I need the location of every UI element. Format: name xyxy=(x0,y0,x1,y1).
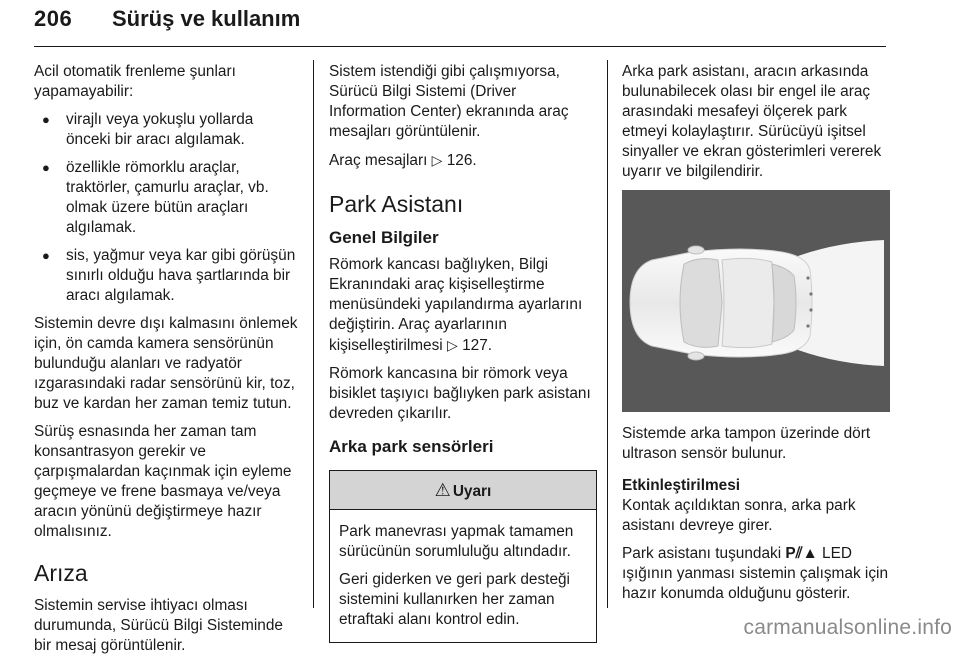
paragraph-text: Park asistanı tuşundaki xyxy=(622,545,786,562)
paragraph-with-reference xyxy=(329,150,597,171)
paragraph-text: Araç mesajları xyxy=(329,152,432,169)
warning-text: Geri giderken ve geri park desteği sistemini kullanırken her zaman etraftaki alanı kontrol edin. xyxy=(339,571,570,628)
sensor-dot xyxy=(806,276,809,279)
paragraph: Sistemde arka tampon üzerinde dört ultrason sensör bulunur. xyxy=(622,425,871,462)
paragraph-with-reference xyxy=(329,255,597,356)
paragraph: Kontak açıldıktan sonra, arka park asistanı devreye girer. xyxy=(622,497,856,534)
paragraph: Arka park asistanı, aracın arkasında bulunabilecek olası bir engel ile araç arasındaki mesafeyi ölçerek park etmeyi kolaylaştırır. Sürücüyü işitsel sinyaller ve ekran gösterimleri vererek uyarır ve bilgilendirir. xyxy=(622,63,882,180)
section-heading-fault: Arıza xyxy=(34,560,88,586)
sensor-dot xyxy=(809,308,812,311)
warning-text: Park manevrası yapmak tamamen sürücünün sorumluluğu altındadır. xyxy=(339,523,574,560)
rear-sensor-figure xyxy=(622,190,890,412)
bullet-list xyxy=(34,110,302,306)
column-1 xyxy=(34,62,302,664)
list-item: ● özellikle römorklu araçlar, traktörler, çamurlu araçlar, vb. olmak üzere bütün araçları algılamak. xyxy=(34,158,302,238)
page-header xyxy=(34,0,886,47)
car-sensor-illustration xyxy=(622,190,890,412)
subsection-heading-activation: Etkinleştirilmesi xyxy=(622,477,741,494)
warning-body xyxy=(330,510,596,642)
paragraph: Sistem istendiği gibi çalışmıyorsa, Sürücü Bilgi Sistemi (Driver Information Center) ekranında araç mesajları görüntülenir. xyxy=(329,63,569,140)
column-2 xyxy=(329,62,597,643)
paragraph: Sistemin servise ihtiyacı olması durumunda, Sürücü Bilgi Sisteminde bir mesaj görüntülenir. xyxy=(34,597,283,654)
warning-title: Uyarı xyxy=(452,483,492,500)
page-reference-icon: ▷ xyxy=(447,337,458,353)
column-divider xyxy=(313,60,314,608)
page-reference-icon: ▷ xyxy=(431,152,443,168)
subsection-heading-general: Genel Bilgiler xyxy=(329,228,439,247)
windshield xyxy=(680,259,722,348)
paragraph: Römork kancasına bir römork veya bisiklet taşıyıcı bağlıyken park asistanı devreden çıkarılır. xyxy=(329,365,591,422)
sensor-dot xyxy=(806,324,809,327)
paragraph-text: Römork kancası bağlıyken, Bilgi Ekranındaki araç kişiselleştirme menüsündeki yapılandırma ayarlarını değiştirin. Araç ayarlarının kişiselleştirilmesi xyxy=(329,256,583,354)
roof xyxy=(722,258,774,347)
page-reference[interactable]: 126. xyxy=(446,152,477,169)
chapter-title: Sürüş ve kullanım xyxy=(112,6,301,31)
list-item: ● sis, yağmur veya kar gibi görüşün sınırlı olduğu hava şartlarında bir aracı algılamak. xyxy=(34,246,302,306)
column-3 xyxy=(622,62,890,612)
paragraph-text: LED ışığının yanması sistemin çalışmak için hazır konumda olduğunu gösterir. xyxy=(622,545,889,602)
page-number: 206 xyxy=(34,6,73,31)
subsection-heading-rear-sensors: Arka park sensörleri xyxy=(329,437,494,456)
warning-header xyxy=(330,471,596,510)
page-reference[interactable]: 127. xyxy=(462,337,493,354)
park-assist-button-icon: P⫽▲ xyxy=(785,545,818,562)
mirror xyxy=(688,352,704,360)
warning-box xyxy=(329,470,597,643)
section-heading-park-assist: Park Asistanı xyxy=(329,191,464,217)
warning-triangle-icon: ⚠ xyxy=(434,480,451,500)
list-item: ● virajlı veya yokuşlu yollarda önceki bir aracı algılamak. xyxy=(34,110,302,150)
rear-window xyxy=(772,264,796,342)
paragraph-with-symbol xyxy=(622,544,890,604)
column-divider xyxy=(607,60,608,608)
sensor-dot xyxy=(809,292,812,295)
watermark: carmanualsonline.info xyxy=(743,616,952,639)
paragraph: Sürüş esnasında her zaman tam konsantrasyon gerekir ve çarpışmalardan kaçınmak için eyleme geçmeye ve frene basmaya ve/veya aracın yönünü değiştirmeye hazır olmalısınız. xyxy=(34,423,292,540)
mirror xyxy=(688,246,704,254)
paragraph: Sistemin devre dışı kalmasını önlemek için, ön camda kamera sensörünün bulunduğu alanları ve radyatör ızgarasındaki radar sensörünü kir, toz, buz ve kardan her zaman temiz tutun. xyxy=(34,315,298,412)
intro-text: Acil otomatik frenleme şunları yapamayabilir: xyxy=(34,63,236,100)
